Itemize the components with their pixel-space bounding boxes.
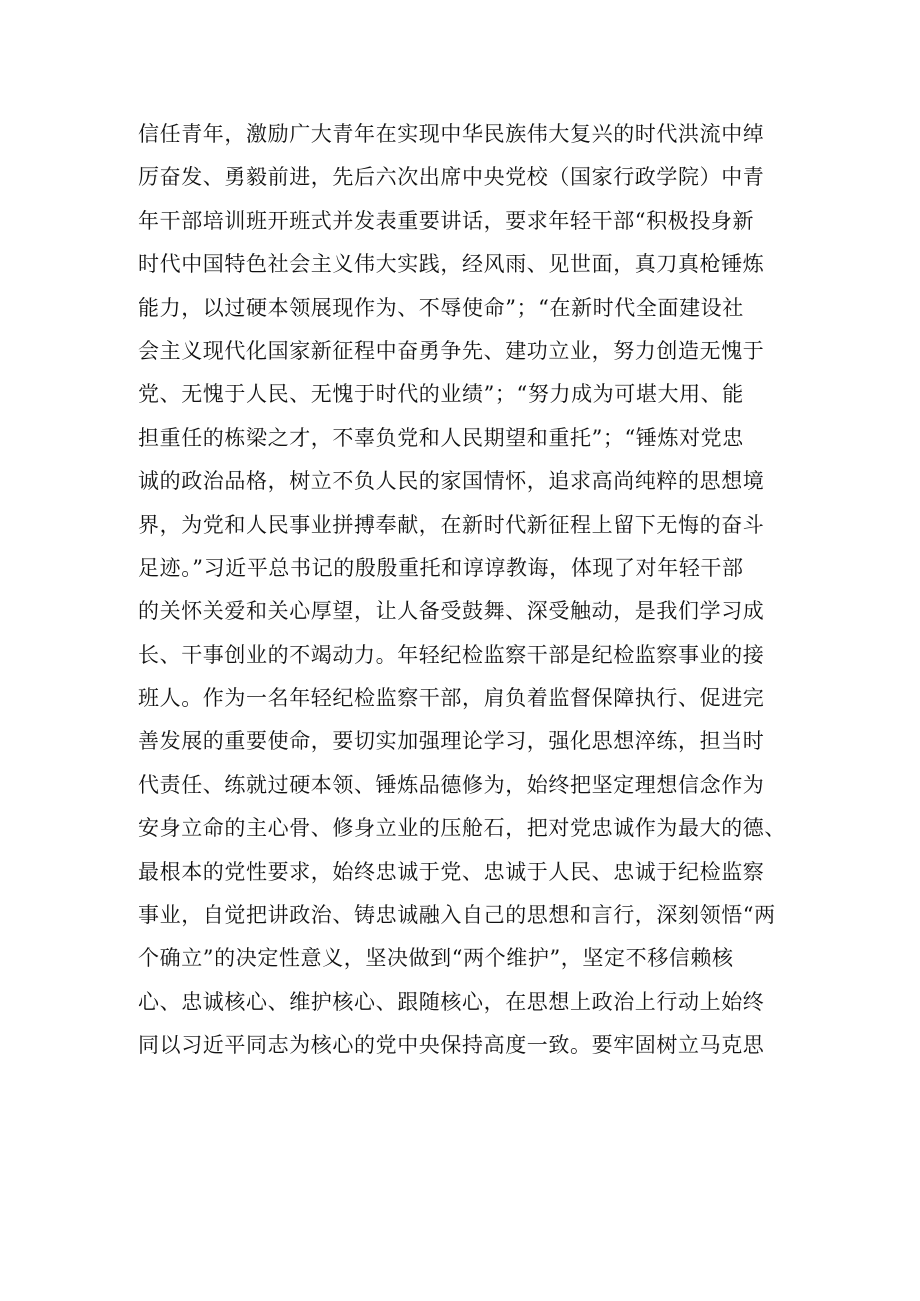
text-line: 担重任的栋梁之才，不辜负党和人民期望和重托”；“锤炼对党忠 [138, 425, 744, 450]
text-line: 事业，自觉把讲政治、铸忠诚融入自己的思想和言行，深刻领悟“两 [138, 903, 776, 928]
text-line: 心、忠诚核心、维护核心、跟随核心，在思想上政治上行动上始终 [138, 989, 765, 1014]
text-line: 会主义现代化国家新征程中奋勇争先、建功立业，努力创造无愧于 [138, 338, 765, 363]
text-line: 最根本的党性要求，始终忠诚于党、忠诚于人民、忠诚于纪检监察 [138, 859, 765, 884]
text-line: 班人。作为一名年轻纪检监察干部，肩负着监督保障执行、促进完 [138, 686, 765, 711]
text-line: 的关怀关爱和关心厚望，让人备受鼓舞、深受触动，是我们学习成 [138, 599, 765, 624]
text-line: 诚的政治品格，树立不负人民的家国情怀，追求高尚纯粹的思想境 [138, 469, 765, 494]
text-line: 安身立命的主心骨、修身立业的压舱石，把对党忠诚作为最大的德、 [138, 816, 786, 841]
body-paragraph [138, 113, 788, 1068]
text-line: 足迹。”习近平总书记的殷殷重托和谆谆教诲，体现了对年轻干部 [138, 555, 744, 580]
text-line: 时代中国特色社会主义伟大实践，经风雨、见世面，真刀真枪锤炼 [138, 252, 765, 277]
text-line: 代责任、练就过硬本领、锤炼品德修为，始终把坚定理想信念作为 [138, 772, 765, 797]
text-line: 党、无愧于人民、无愧于时代的业绩”；“努力成为可堪大用、能 [138, 382, 744, 407]
text-line: 能力，以过硬本领展现作为、不辱使命”；“在新时代全面建设社 [138, 295, 744, 320]
text-line: 个确立”的决定性意义，坚决做到“两个维护”，坚定不移信赖核 [138, 946, 734, 971]
text-line: 年干部培训班开班式并发表重要讲话，要求年轻干部“积极投身新 [138, 208, 755, 233]
text-line: 善发展的重要使命，要切实加强理论学习，强化思想淬练，担当时 [138, 729, 765, 754]
text-line: 长、干事创业的不竭动力。年轻纪检监察干部是纪检监察事业的接 [138, 642, 765, 667]
text-line: 厉奋发、勇毅前进，先后六次出席中央党校（国家行政学院）中青 [138, 165, 765, 190]
text-line: 同以习近平同志为核心的党中央保持高度一致。要牢固树立马克思 [138, 1033, 765, 1058]
text-line: 信任青年，激励广大青年在实现中华民族伟大复兴的时代洪流中绰 [138, 122, 765, 146]
text-line: 界，为党和人民事业拼搏奉献，在新时代新征程上留下无悔的奋斗 [138, 512, 765, 537]
